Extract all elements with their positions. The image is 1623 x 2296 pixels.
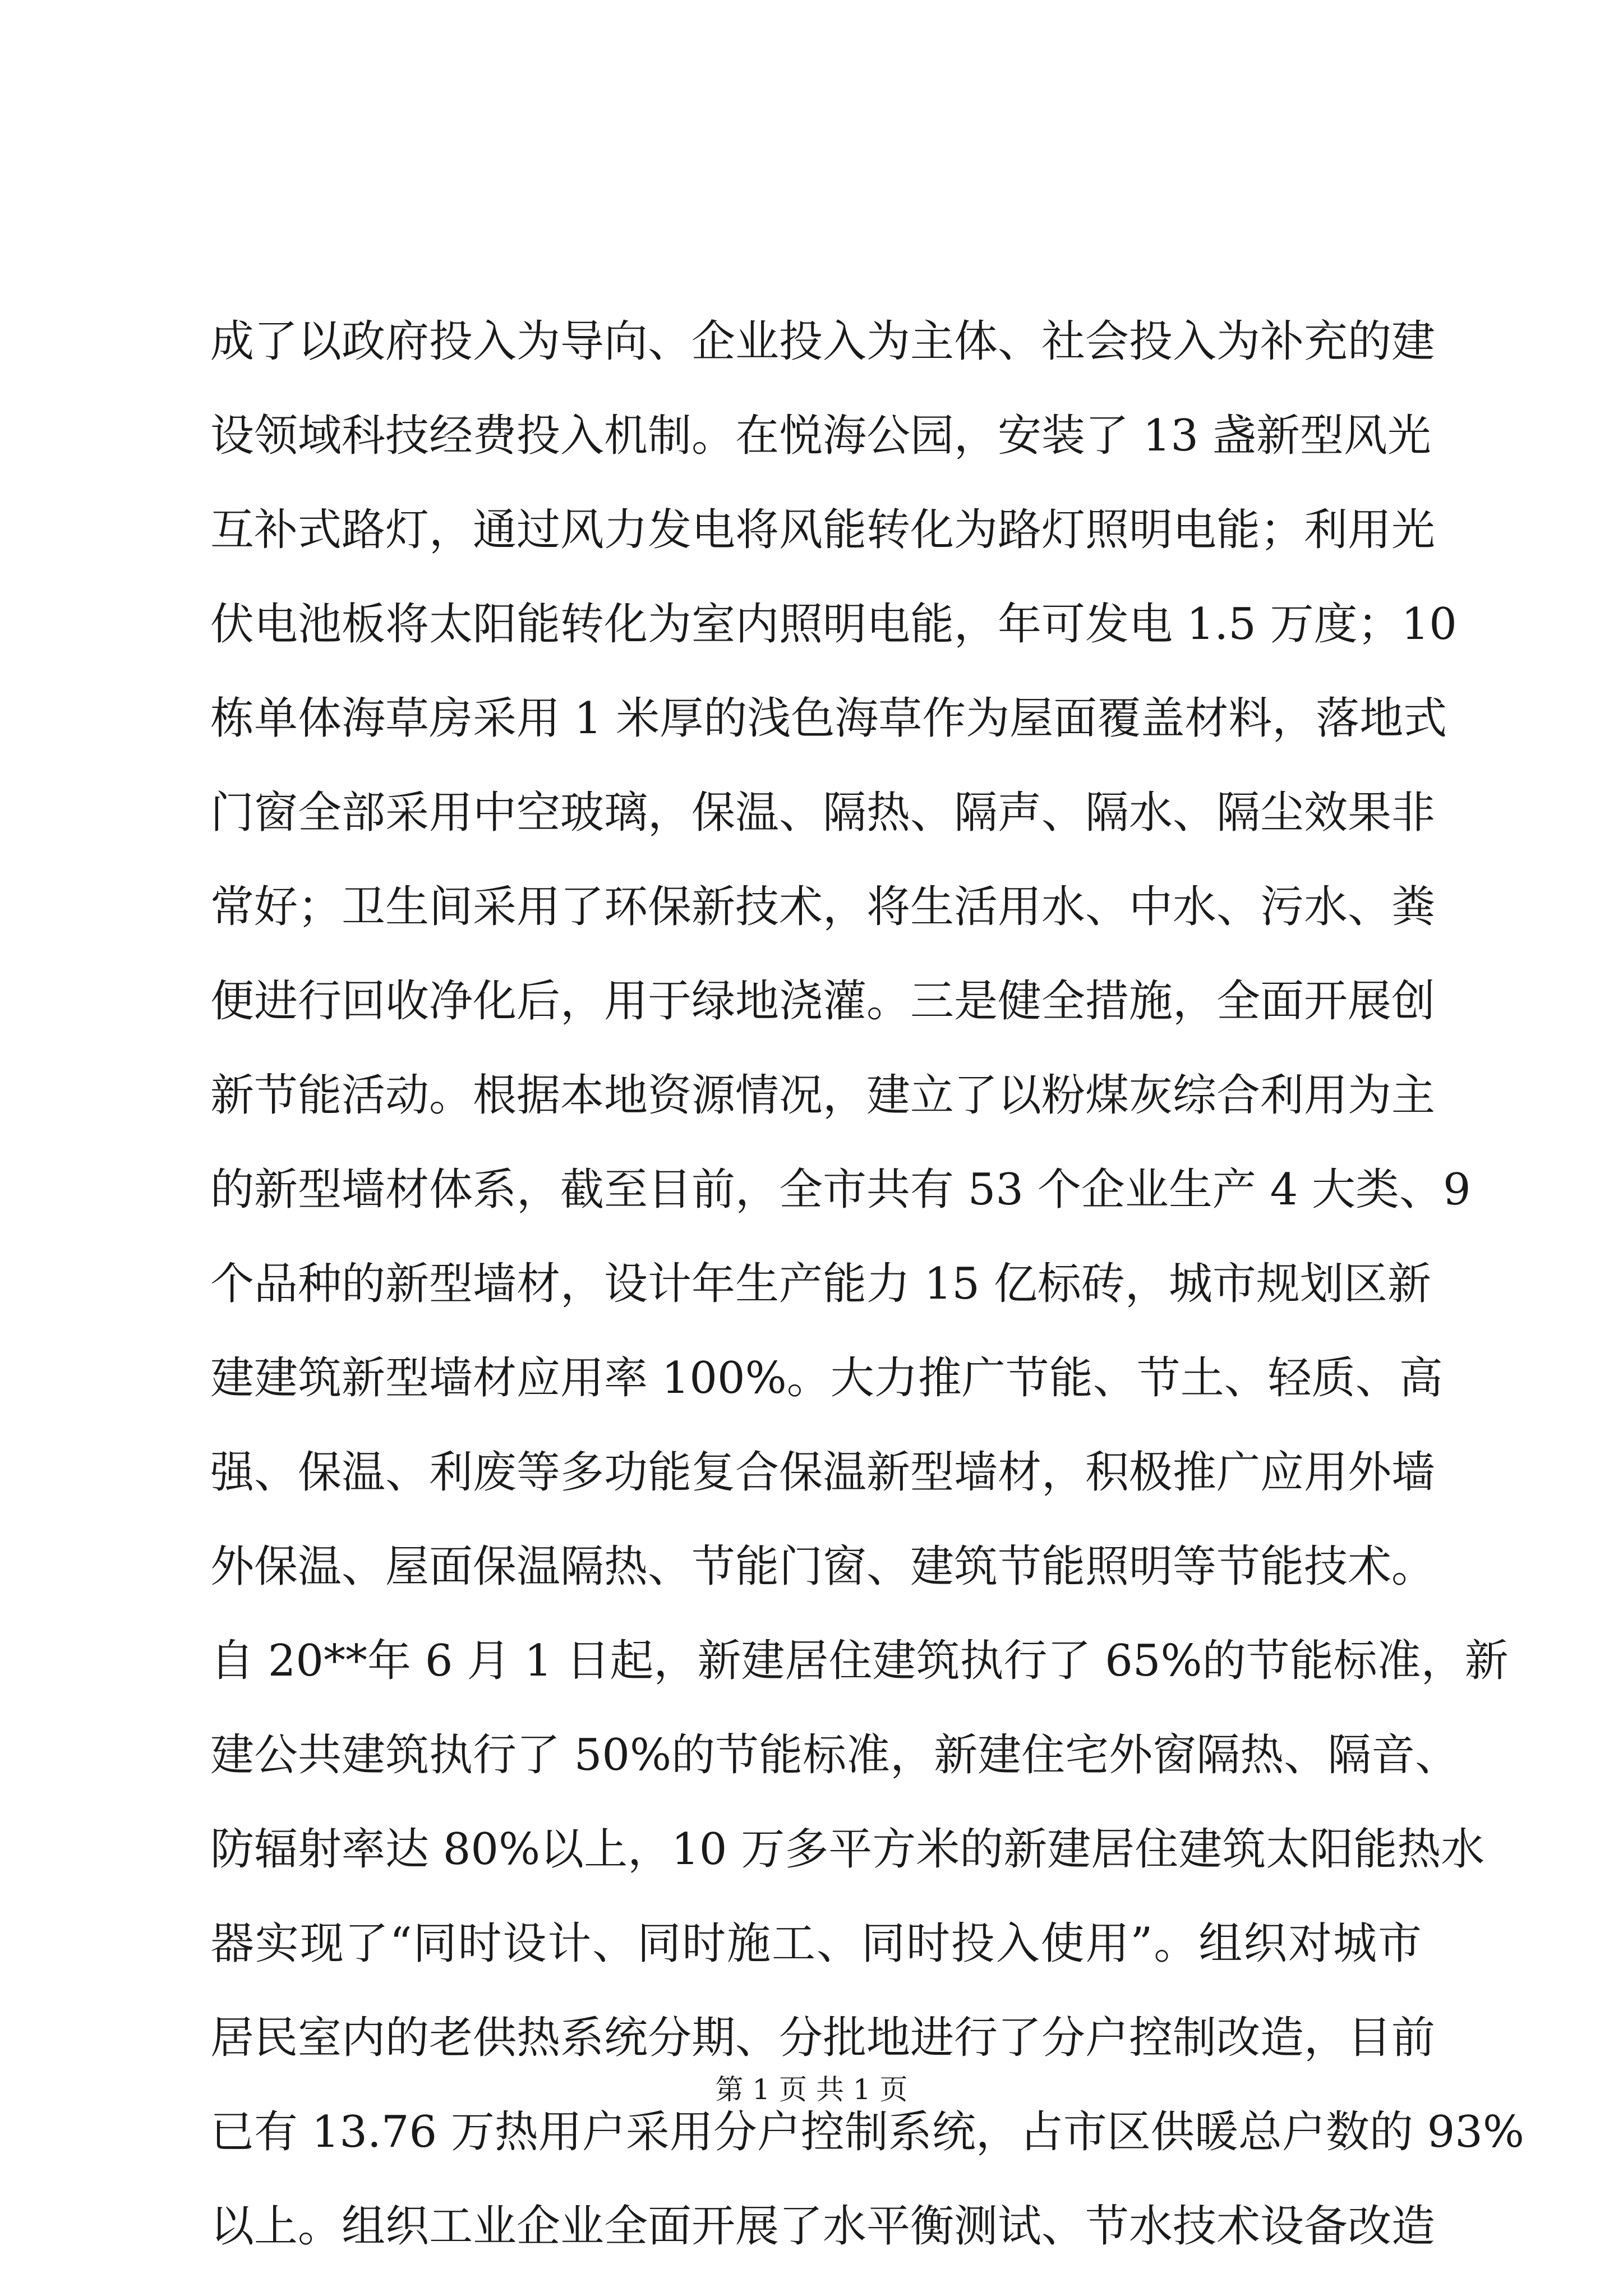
text-line: 外保温、屋面保温隔热、节能门窗、建筑节能照明等节能技术。 xyxy=(210,1542,1436,1592)
text-line: 建建筑新型墙材应用率 100%。大力推广节能、节土、轻质、高 xyxy=(210,1353,1443,1404)
text-line: 已有 13.76 万热用户采用分户控制系统，占市区供暖总户数的 93% xyxy=(210,2107,1525,2157)
text-line: 新节能活动。根据本地资源情况，建立了以粉煤灰综合利用为主 xyxy=(210,1070,1436,1121)
text-line: 建公共建筑执行了 50%的节能标准，新建住宅外窗隔热、隔音、 xyxy=(210,1730,1459,1780)
text-line: 栋单体海草房采用 1 米厚的浅色海草作为屋面覆盖材料，落地式 xyxy=(210,693,1447,744)
page-footer xyxy=(0,2070,1623,2109)
text-line: 以上。组织工业企业全面开展了水平衡测试、节水技术设备改造 xyxy=(210,2201,1436,2252)
text-line: 的新型墙材体系，截至目前，全市共有 53 个企业生产 4 大类、9 xyxy=(210,1165,1471,1215)
text-line: 门窗全部采用中空玻璃，保温、隔热、隔声、隔水、隔尘效果非 xyxy=(210,788,1436,838)
text-line: 常好；卫生间采用了环保新技术，将生活用水、中水、污水、粪 xyxy=(210,882,1436,932)
text-line: 器实现了“同时设计、同时施工、同时投入使用”。组织对城市 xyxy=(210,1918,1422,1969)
page-number-label: 第 1 页 共 1 页 xyxy=(715,2073,908,2106)
text-line: 成了以政府投入为导向、企业投入为主体、社会投入为补充的建 xyxy=(210,316,1436,367)
text-line: 强、保温、利废等多功能复合保温新型墙材，积极推广应用外墙 xyxy=(210,1447,1436,1498)
text-line: 互补式路灯，通过风力发电将风能转化为路灯照明电能；利用光 xyxy=(210,505,1436,555)
text-line: 居民室内的老供热系统分期、分批地进行了分户控制改造，目前 xyxy=(210,2013,1436,2063)
body-paragraph xyxy=(210,295,1525,2274)
text-line: 防辐射率达 80%以上，10 万多平方米的新建居住建筑太阳能热水 xyxy=(210,1824,1485,1875)
text-line: 自 20**年 6 月 1 日起，新建居住建筑执行了 65%的节能标准，新 xyxy=(210,1636,1509,1686)
text-line: 伏电池板将太阳能转化为室内照明电能，年可发电 1.5 万度；10 xyxy=(210,599,1457,650)
text-line: 便进行回收净化后，用于绿地浇灌。三是健全措施，全面开展创 xyxy=(210,976,1436,1027)
text-line: 设领域科技经费投入机制。在悦海公园，安装了 13 盏新型风光 xyxy=(210,411,1431,461)
text-line: 个品种的新型墙材，设计年生产能力 15 亿标砖，城市规划区新 xyxy=(210,1259,1431,1309)
